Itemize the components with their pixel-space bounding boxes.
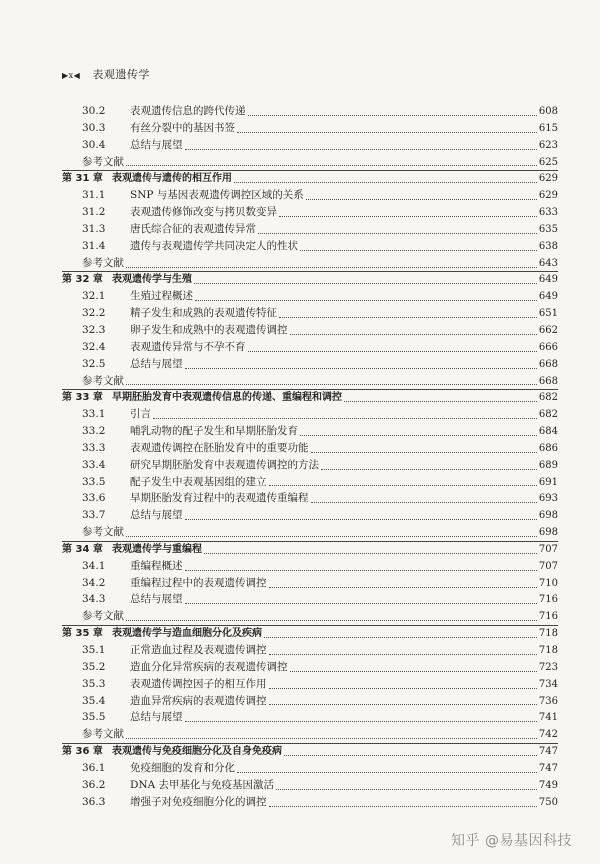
toc-page-number: 716 — [538, 594, 558, 606]
dot-leader — [269, 653, 537, 655]
toc-number: 32.2 — [82, 307, 106, 320]
toc-page-number: 742 — [538, 729, 558, 741]
toc-chapter-row — [62, 541, 558, 558]
toc-title: 早期胚胎发育过程中的表观遗传重编程 — [130, 492, 309, 505]
toc-page-number: 623 — [538, 139, 558, 151]
dot-leader — [276, 788, 537, 790]
toc-title: 表观遗传异常与不孕不育 — [130, 340, 246, 353]
toc-number: 35.1 — [82, 644, 106, 656]
toc-title: 遗传与表观遗传学共同决定人的性状 — [130, 239, 298, 252]
toc-number: 35.2 — [82, 660, 106, 673]
toc-references-row — [62, 726, 558, 743]
toc-page-number: 662 — [538, 324, 558, 336]
toc-references-row — [62, 608, 558, 625]
dot-leader — [234, 181, 537, 183]
toc-number: 32.4 — [82, 340, 106, 353]
toc-title: 唐氏综合征的表观遗传异常 — [130, 222, 256, 235]
page-marker: ▶x◀ — [62, 71, 81, 80]
toc-number: 32.5 — [82, 357, 106, 370]
dot-leader — [269, 703, 537, 705]
toc-number: 第 36 章 — [62, 746, 103, 758]
running-header — [62, 66, 150, 82]
toc-section-row — [62, 440, 558, 457]
dot-leader — [279, 215, 537, 217]
toc-number: 第 31 章 — [62, 173, 103, 185]
toc-page-number: 691 — [538, 476, 558, 488]
toc-title: 造血异常疾病的表观遗传调控 — [130, 694, 267, 707]
toc-chapter-row — [62, 743, 558, 760]
dot-leader — [264, 636, 537, 638]
dot-leader — [290, 670, 537, 672]
toc-title: 表观遗传调控在胚胎发育中的重要功能 — [130, 441, 309, 454]
toc-references-row — [62, 524, 558, 541]
dot-leader — [185, 367, 537, 369]
toc-number: 34.1 — [82, 559, 106, 572]
toc-title: 参考文献 — [82, 728, 124, 741]
toc-title: 表观遗传与免疫细胞分化及自身免疫病 — [112, 746, 282, 758]
dot-leader — [126, 535, 537, 537]
toc-page-number: 698 — [538, 510, 558, 522]
toc-title: 参考文献 — [82, 155, 124, 168]
dot-leader — [311, 451, 537, 453]
toc-number: 第 33 章 — [62, 392, 103, 404]
toc-page-number: 638 — [538, 240, 558, 252]
toc-title: DNA 去甲基化与免疫基因激活 — [130, 778, 275, 791]
toc-title: 重编程过程中的表观遗传调控 — [130, 576, 267, 589]
toc-page-number: 651 — [538, 308, 558, 320]
toc-chapter-row — [62, 271, 558, 288]
toc-page-number: 629 — [538, 173, 558, 185]
toc-title: 生殖过程概述 — [130, 290, 193, 303]
toc-section-row — [62, 777, 558, 794]
toc-page-number: 749 — [538, 779, 558, 791]
table-of-contents — [62, 104, 558, 810]
toc-title: 总结与展望 — [130, 711, 183, 724]
toc-section-row — [62, 423, 558, 440]
toc-page-number: 750 — [538, 796, 558, 808]
toc-chapter-row — [62, 170, 558, 187]
toc-title: 总结与展望 — [130, 593, 183, 606]
toc-title: 表观遗传信息的跨代传递 — [130, 105, 246, 117]
toc-page-number: 710 — [538, 577, 558, 589]
dot-leader — [306, 198, 537, 200]
toc-page-number: 633 — [538, 207, 558, 219]
toc-number: 33.3 — [82, 441, 106, 454]
toc-page-number: 666 — [538, 341, 558, 353]
toc-number: 第 35 章 — [62, 628, 103, 640]
toc-number: 32.3 — [82, 323, 106, 336]
toc-page-number: 747 — [538, 746, 558, 758]
dot-leader — [185, 569, 537, 571]
toc-section-row — [62, 457, 558, 474]
toc-section-row — [62, 474, 558, 491]
toc-section-row — [62, 322, 558, 339]
toc-page-number: 682 — [538, 409, 558, 421]
toc-title: 正常造血过程及表观遗传调控 — [130, 644, 267, 656]
toc-number: 34.3 — [82, 593, 106, 606]
dot-leader — [344, 400, 537, 402]
toc-section-row — [62, 137, 558, 154]
dot-leader — [194, 282, 537, 284]
toc-section-row — [62, 760, 558, 777]
toc-title: 精子发生和成熟的表观遗传特征 — [130, 307, 277, 320]
toc-number: 31.2 — [82, 206, 106, 219]
toc-title: 表观遗传学与生殖 — [112, 274, 192, 286]
dot-leader — [269, 687, 537, 689]
toc-section-row — [62, 120, 558, 137]
toc-number: 36.1 — [82, 761, 106, 774]
dot-leader — [126, 619, 537, 621]
dot-leader — [153, 417, 537, 419]
toc-title: 表观遗传修饰改变与拷贝数变异 — [130, 206, 277, 219]
dot-leader — [269, 484, 537, 486]
toc-section-row — [62, 693, 558, 710]
toc-section-row — [62, 507, 558, 524]
toc-title: 配子发生中表观基因组的建立 — [130, 475, 267, 488]
toc-page-number: 649 — [538, 291, 558, 303]
toc-number: 33.4 — [82, 458, 106, 471]
toc-page-number: 741 — [538, 712, 558, 724]
dot-leader — [204, 552, 537, 554]
toc-number: 31.4 — [82, 239, 106, 252]
toc-page-number: 698 — [538, 527, 558, 539]
toc-title: 参考文献 — [82, 610, 124, 623]
toc-page-number: 707 — [538, 543, 558, 555]
toc-section-row — [62, 339, 558, 356]
toc-page-number: 625 — [538, 156, 558, 168]
dot-leader — [126, 383, 537, 385]
toc-number: 35.3 — [82, 677, 106, 690]
toc-section-row — [62, 238, 558, 255]
toc-page-number: 686 — [538, 442, 558, 454]
toc-section-row — [62, 356, 558, 373]
toc-number: 31.3 — [82, 222, 106, 235]
toc-page-number: 693 — [538, 493, 558, 505]
dot-leader — [126, 164, 537, 166]
dot-leader — [269, 805, 537, 807]
toc-number: 30.4 — [82, 138, 106, 151]
toc-page-number: 718 — [538, 628, 558, 640]
toc-title: 造血分化异常疾病的表观遗传调控 — [130, 660, 288, 673]
toc-number: 33.2 — [82, 425, 106, 438]
dot-leader — [284, 754, 537, 756]
toc-section-row — [62, 104, 558, 120]
toc-title: 卵子发生和成熟中的表观遗传调控 — [130, 323, 288, 336]
dot-leader — [279, 316, 537, 318]
dot-leader — [258, 232, 537, 234]
dot-leader — [185, 518, 537, 520]
toc-title: 引言 — [130, 408, 151, 421]
toc-section-row — [62, 676, 558, 693]
dot-leader — [195, 299, 537, 301]
toc-section-row — [62, 406, 558, 423]
toc-title: 表观遗传学与造血细胞分化及疾病 — [112, 628, 262, 640]
toc-chapter-row — [62, 389, 558, 406]
toc-number: 33.1 — [82, 408, 106, 421]
toc-number: 35.4 — [82, 694, 106, 707]
toc-number: 第 34 章 — [62, 543, 103, 555]
toc-page-number: 682 — [538, 392, 558, 404]
toc-number: 36.3 — [82, 795, 106, 808]
dot-leader — [185, 720, 537, 722]
toc-section-row — [62, 591, 558, 608]
dot-leader — [300, 434, 537, 436]
toc-section-row — [62, 794, 558, 811]
toc-title: 早期胚胎发育中表观遗传信息的传递、重编程和调控 — [112, 392, 342, 404]
toc-title: 哺乳动物的配子发生和早期胚胎发育 — [130, 425, 298, 438]
toc-page-number: 643 — [538, 257, 558, 269]
toc-title: 研究早期胚胎发育中表观遗传调控的方法 — [130, 458, 319, 471]
toc-page-number: 736 — [538, 695, 558, 707]
toc-title: SNP 与基因表观遗传调控区域的关系 — [130, 189, 304, 202]
toc-number: 33.6 — [82, 492, 106, 505]
dot-leader — [300, 249, 537, 251]
dot-leader — [126, 737, 537, 739]
toc-section-row — [62, 558, 558, 575]
toc-page-number: 649 — [538, 274, 558, 286]
toc-number: 32.1 — [82, 290, 106, 303]
toc-references-row — [62, 154, 558, 171]
toc-title: 免疫细胞的发育和分化 — [130, 761, 235, 774]
toc-number: 34.2 — [82, 576, 106, 589]
toc-title: 参考文献 — [82, 526, 124, 539]
toc-section-row — [62, 575, 558, 592]
toc-section-row — [62, 187, 558, 204]
toc-title: 参考文献 — [82, 374, 124, 387]
toc-title: 总结与展望 — [130, 509, 183, 522]
toc-title: 有丝分裂中的基因书签 — [130, 121, 235, 134]
dot-leader — [185, 602, 537, 604]
dot-leader — [311, 501, 537, 503]
toc-page-number: 629 — [538, 190, 558, 202]
toc-number: 30.3 — [82, 121, 106, 134]
toc-section-row — [62, 642, 558, 659]
dot-leader — [126, 266, 537, 268]
dot-leader — [269, 586, 537, 588]
toc-page-number: 608 — [538, 106, 558, 117]
toc-title: 参考文献 — [82, 256, 124, 269]
toc-title: 重编程概述 — [130, 559, 183, 572]
toc-page-number: 707 — [538, 560, 558, 572]
toc-section-row — [62, 221, 558, 238]
toc-page-number: 734 — [538, 678, 558, 690]
dot-leader — [237, 771, 537, 773]
toc-page-number: 668 — [538, 375, 558, 387]
toc-section-row — [62, 709, 558, 726]
toc-title: 表观遗传调控因子的相互作用 — [130, 677, 267, 690]
dot-leader — [321, 468, 537, 470]
dot-leader — [248, 350, 537, 352]
toc-title: 增强子对免疫细胞分化的调控 — [130, 795, 267, 808]
toc-section-row — [62, 288, 558, 305]
toc-section-row — [62, 305, 558, 322]
toc-number: 35.5 — [82, 711, 106, 724]
toc-page-number: 684 — [538, 426, 558, 438]
dot-leader — [237, 131, 537, 133]
toc-page-number: 689 — [538, 459, 558, 471]
toc-title: 总结与展望 — [130, 357, 183, 370]
toc-references-row — [62, 255, 558, 272]
toc-title: 表观遗传与遗传的相互作用 — [112, 173, 232, 185]
toc-references-row — [62, 373, 558, 390]
dot-leader — [290, 333, 537, 335]
toc-number: 33.7 — [82, 509, 106, 522]
toc-number: 36.2 — [82, 778, 106, 791]
toc-number: 30.2 — [82, 105, 106, 117]
toc-title: 总结与展望 — [130, 138, 183, 151]
dot-leader — [185, 148, 537, 150]
watermark: 知乎 @易基因科技 — [451, 833, 572, 849]
dot-leader — [248, 114, 537, 116]
toc-number: 33.5 — [82, 475, 106, 488]
toc-page-number: 723 — [538, 661, 558, 673]
toc-number: 第 32 章 — [62, 274, 103, 286]
toc-page-number: 635 — [538, 223, 558, 235]
toc-page-number: 747 — [538, 762, 558, 774]
book-title: 表观遗传学 — [92, 68, 150, 81]
toc-page-number: 718 — [538, 645, 558, 656]
toc-number: 31.1 — [82, 189, 106, 202]
toc-page-number: 716 — [538, 611, 558, 623]
toc-section-row — [62, 204, 558, 221]
toc-title: 表观遗传学与重编程 — [112, 543, 202, 555]
toc-page-number: 668 — [538, 358, 558, 370]
toc-section-row — [62, 490, 558, 507]
toc-page-number: 615 — [538, 122, 558, 134]
toc-section-row — [62, 659, 558, 676]
toc-chapter-row — [62, 625, 558, 642]
